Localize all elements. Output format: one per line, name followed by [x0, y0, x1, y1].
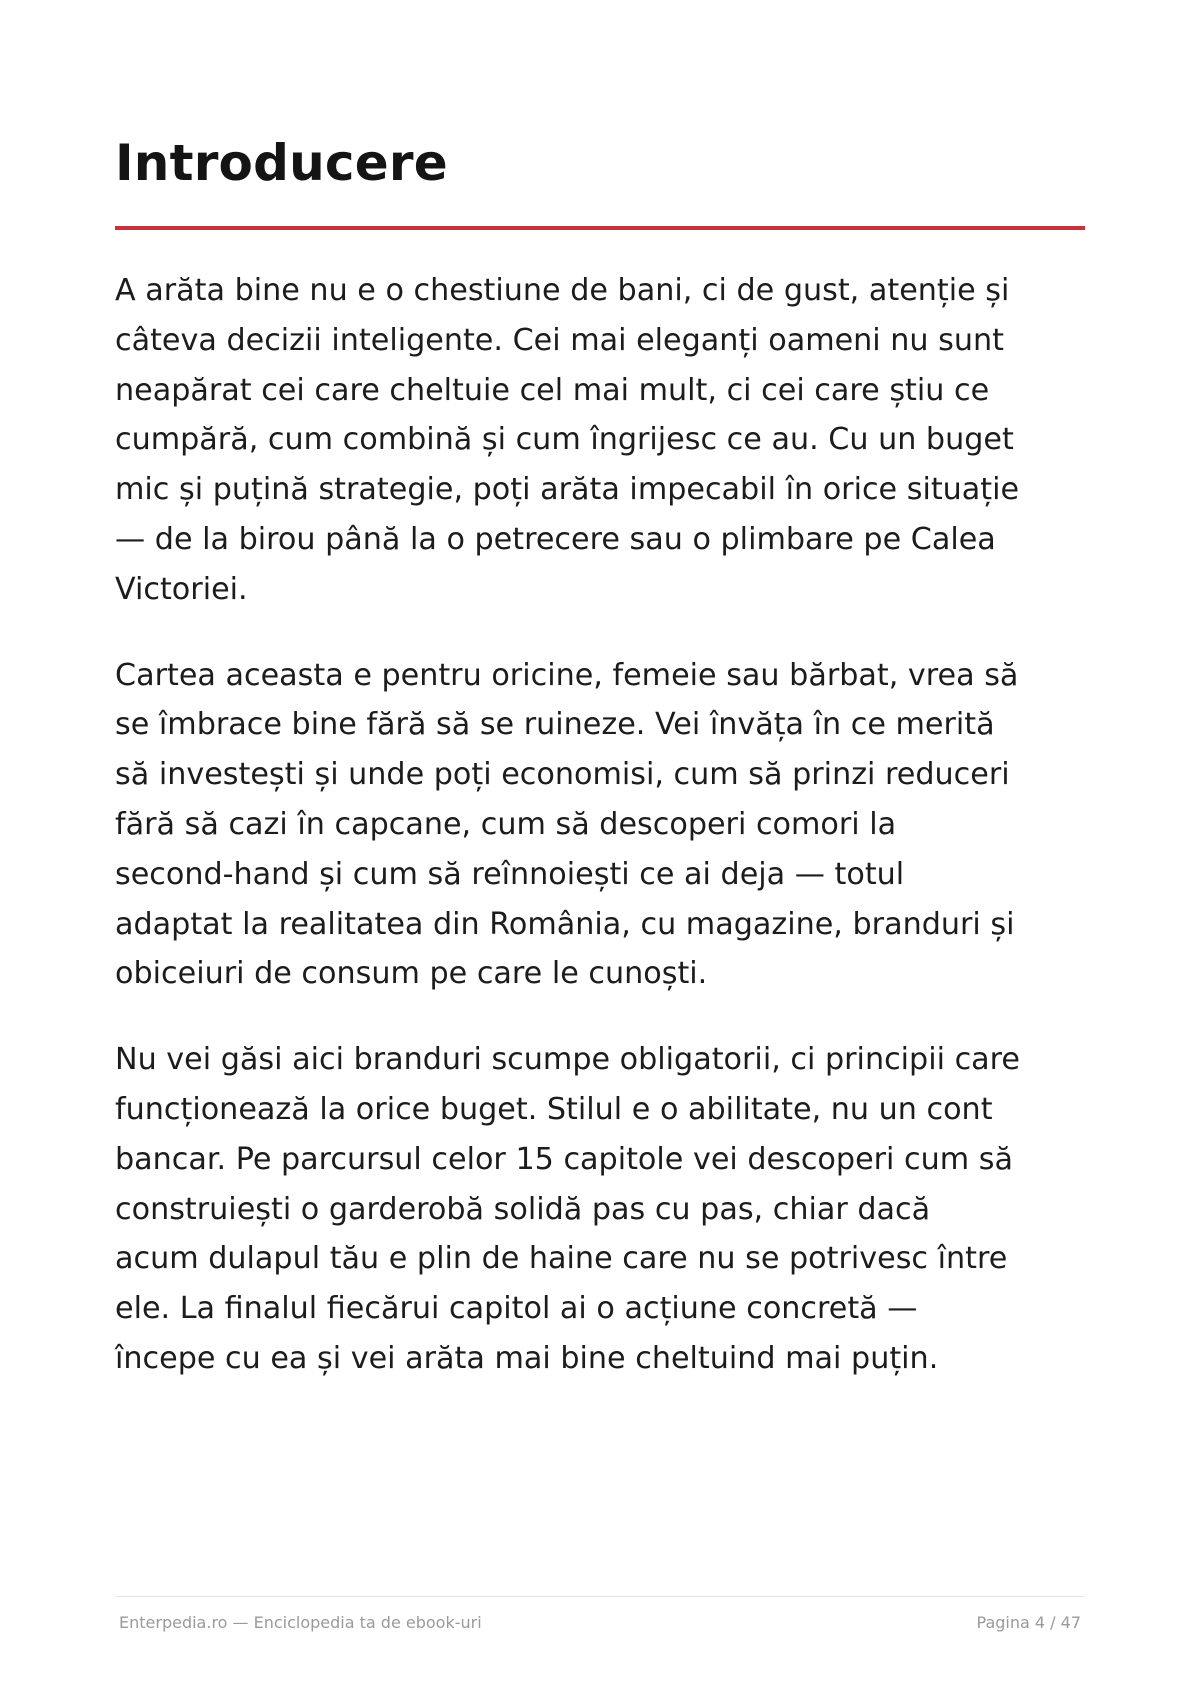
body-text: [115, 266, 1095, 1420]
paragraph-1: [115, 266, 1095, 615]
text-line: cumpără, cum combină și cum îngrijesc ce au. Cu un buget: [115, 422, 1014, 458]
document-page: [115, 0, 1085, 1683]
page-title: Introducere: [115, 134, 448, 192]
page-number: Pagina 4 / 47: [976, 1613, 1081, 1632]
text-line: obiceiuri de consum pe care le cunoști.: [115, 956, 708, 992]
text-line: Victoriei.: [115, 571, 248, 607]
text-line: se îmbrace bine fără să se ruineze. Vei învăța în ce merită: [115, 707, 995, 743]
text-line: construiești o garderobă solidă pas cu pas, chiar dacă: [115, 1191, 931, 1227]
text-line: să investești și unde poți economisi, cum să prinzi reduceri: [115, 757, 1010, 793]
footer-site-name: Enterpedia.ro — Enciclopedia ta de ebook-uri: [119, 1613, 482, 1632]
text-line: adaptat la realitatea din România, cu magazine, branduri și: [115, 906, 1015, 942]
text-line: fără să cazi în capcane, cum să descoperi comori la: [115, 806, 897, 842]
text-line: neapărat cei care cheltuie cel mai mult, ci cei care știu ce: [115, 372, 990, 408]
text-line: funcționează la orice buget. Stilul e o abilitate, nu un cont: [115, 1091, 993, 1127]
text-line: second-hand și cum să reînnoiești ce ai deja — totul: [115, 856, 905, 892]
text-line: începe cu ea și vei arăta mai bine cheltuind mai puțin.: [115, 1340, 939, 1376]
text-line: — de la birou până la o petrecere sau o plimbare pe Calea: [115, 521, 996, 557]
paragraph-2: [115, 651, 1095, 1000]
text-line: A arăta bine nu e o chestiune de bani, ci de gust, atenție și: [115, 273, 1010, 308]
text-line: Cartea aceasta e pentru oricine, femeie sau bărbat, vrea să: [115, 657, 1019, 693]
text-line: câteva decizii inteligente. Cei mai eleganți oameni nu sunt: [115, 322, 1004, 358]
text-line: bancar. Pe parcursul celor 15 capitole vei descoperi cum să: [115, 1141, 1013, 1177]
text-line: mic și puțină strategie, poți arăta impecabil în orice situație: [115, 472, 1020, 508]
footer-divider: [115, 1596, 1085, 1597]
text-line: ele. La finalul fiecărui capitol ai o acțiune concretă —: [115, 1291, 918, 1327]
paragraph-3: [115, 1035, 1095, 1384]
title-underline-divider: [115, 226, 1085, 230]
text-line: acum dulapul tău e plin de haine care nu se potrivesc între: [115, 1241, 1008, 1277]
text-line: Nu vei găsi aici branduri scumpe obligatorii, ci principii care: [115, 1042, 1021, 1078]
